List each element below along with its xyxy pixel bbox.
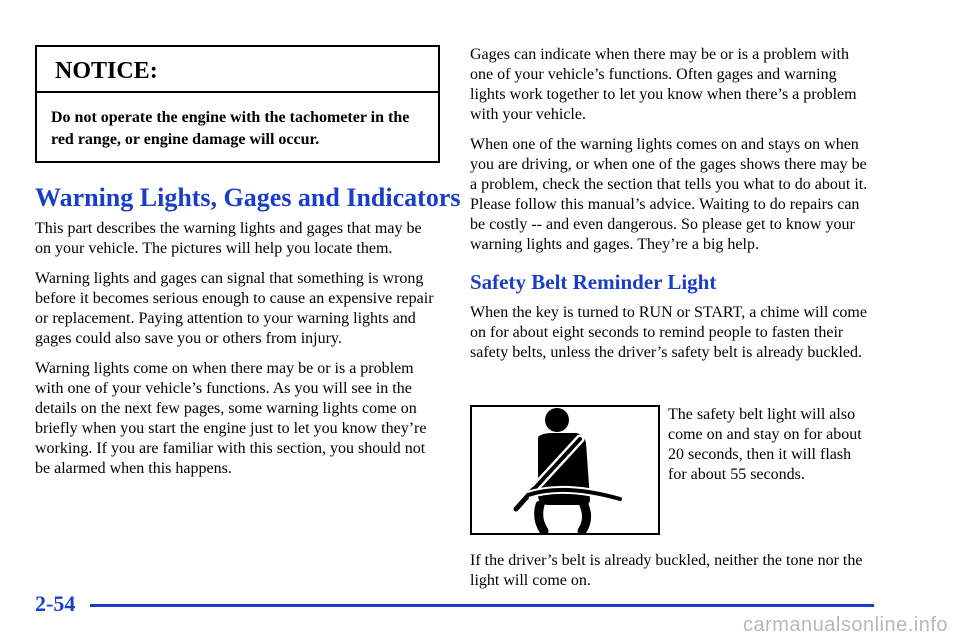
section-title: Warning Lights, Gages and Indicators <box>35 183 461 212</box>
page-number: 2-54 <box>35 591 76 616</box>
paragraph: When one of the warning lights comes on and stays on when you are driving, or when one of the gages shows there may be a problem, check the section that tells you what to do about it. Please follow this manual’s advice. Waiting to do repairs can be costly -- and even dangerous. So please get to know your warning lights and gages. They’re a big help. <box>470 136 868 253</box>
watermark: carmanualsonline.info <box>742 614 948 636</box>
paragraph: This part describes the warning lights and gages that may be on your vehicle. The pictures will help you locate them. <box>35 220 422 257</box>
right-column <box>470 45 872 589</box>
right-paragraphs <box>470 45 872 363</box>
left-column <box>35 45 461 477</box>
notice-box <box>35 45 440 163</box>
notice-text: Do not operate the engine with the tachometer in the red range, or engine damage will occur. <box>51 109 410 148</box>
paragraph: Warning lights come on when there may be or is a problem with one of your vehicle’s functions. As you will see in the details on the next few pages, some warning lights come on briefly when you start the engine just to let you know they’re working. If you are familiar with this section, you should not be alarmed when this happens. <box>35 360 427 477</box>
paragraph: The safety belt light will also come on and stay on for about 20 seconds, then it will flash for about 55 seconds. <box>668 406 862 483</box>
notice-heading: NOTICE: <box>37 47 438 93</box>
footer-rule <box>90 604 874 607</box>
paragraph: When the key is turned to RUN or START, a chime will come on for about eight seconds to remind people to fasten their safety belts, unless the driver’s safety belt is already buckled. <box>470 304 867 361</box>
paragraph: Warning lights and gages can signal that something is wrong before it becomes serious enough to cause an expensive repair or replacement. Paying attention to your warning lights and gages could also save you or others from injury. <box>35 270 434 347</box>
paragraph: Gages can indicate when there may be or is a problem with one of your vehicle’s functions. Often gages and warning lights work together to let you know when there’s a problem with your vehicle. <box>470 46 857 123</box>
subsection-title: Safety Belt Reminder Light <box>470 270 717 294</box>
seatbelt-light-description <box>668 405 868 485</box>
seatbelt-icon <box>472 407 658 533</box>
final-paragraph <box>470 551 872 591</box>
seatbelt-light-figure <box>470 405 660 535</box>
paragraph: If the driver’s belt is already buckled, neither the tone nor the light will come on. <box>470 552 863 589</box>
left-paragraphs <box>35 219 440 489</box>
